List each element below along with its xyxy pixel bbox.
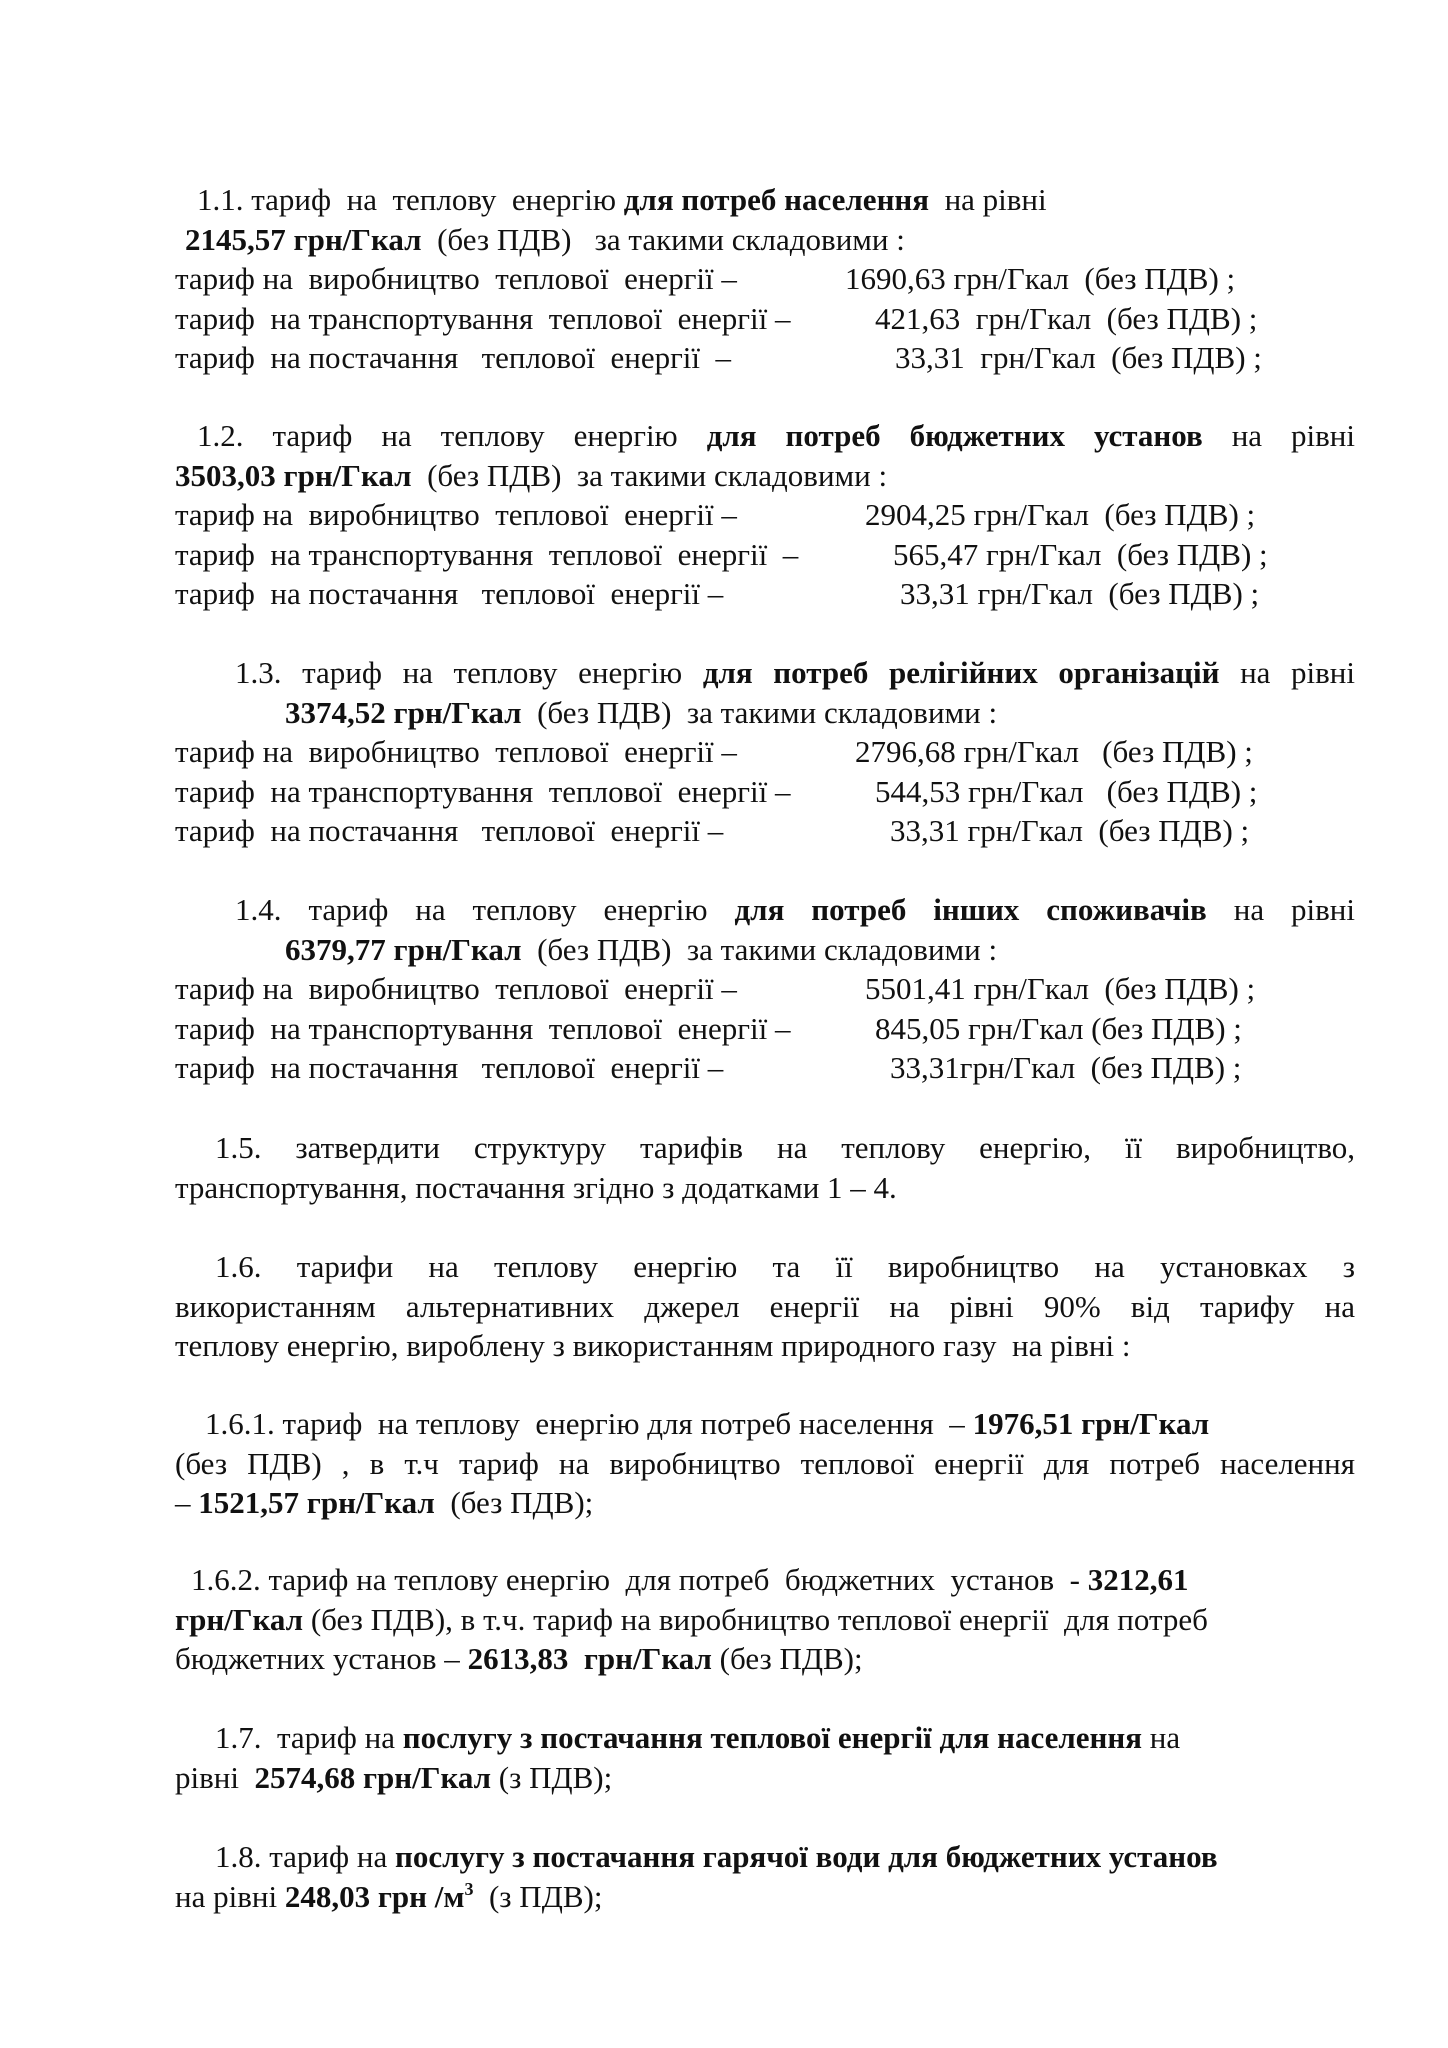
paragraph-text: (з ПДВ); — [473, 1878, 603, 1914]
paragraph-line — [175, 1483, 1355, 1523]
tariff-unit: грн/Гкал — [175, 1601, 304, 1637]
consumer-category: для потреб населення — [623, 182, 930, 217]
paragraph-line — [175, 1718, 1355, 1758]
section-number: 1.2. — [197, 418, 244, 453]
paragraph-text: 1.7. тариф на — [215, 1720, 403, 1755]
component-label: тариф на транспортування теплової енергії – — [175, 300, 791, 336]
component-row — [175, 495, 1355, 535]
component-row — [175, 259, 1355, 299]
section-heading — [175, 653, 1355, 693]
consumer-category: для потреб інших споживачів — [734, 892, 1207, 927]
paragraph-1-6-1 — [175, 1404, 1355, 1523]
tariff-value: 3212,61 — [1087, 1562, 1189, 1597]
paragraph-text: 1.8. тариф на — [215, 1839, 395, 1874]
component-value: 33,31грн/Гкал (без ПДВ) ; — [890, 1050, 1242, 1085]
component-row — [175, 574, 1355, 614]
component-row — [175, 969, 1355, 1009]
paragraph-text: на — [1142, 1720, 1181, 1755]
component-value: 2904,25 грн/Гкал (без ПДВ) ; — [865, 497, 1256, 532]
heading-text: тариф на теплову енергію — [243, 182, 624, 217]
component-label: тариф на постачання теплової енергії – — [175, 576, 724, 611]
paragraph-1-6-2 — [175, 1560, 1355, 1679]
tariff-value: 1976,51 грн/Гкал — [972, 1406, 1210, 1441]
service-name: послугу з постачання теплової енергії для населення — [402, 1720, 1143, 1755]
paragraph-line: використанням альтернативних джерел енергії на рівні 90% від тарифу на — [175, 1288, 1355, 1324]
component-label: тариф на виробництво теплової енергії – — [175, 734, 737, 769]
component-label: тариф на транспортування теплової енергії – — [175, 1010, 791, 1046]
paragraph-text: рівні — [175, 1759, 255, 1795]
heading-text: тариф на теплову енергію — [281, 655, 703, 690]
component-label: тариф на виробництво теплової енергії – — [175, 497, 737, 532]
heading-text: на рівні — [1206, 892, 1355, 927]
total-suffix: (без ПДВ) за такими складовими : — [521, 694, 998, 730]
paragraph-text: бюджетних установ – — [175, 1641, 468, 1676]
heading-text: на рівні — [1219, 655, 1355, 690]
component-row — [175, 338, 1355, 378]
paragraph-text: (без ПДВ); — [711, 1641, 863, 1676]
paragraph-line — [175, 1404, 1355, 1444]
component-value: 33,31 грн/Гкал (без ПДВ) ; — [900, 576, 1260, 611]
section-heading — [175, 180, 1355, 220]
heading-text: на рівні — [929, 182, 1047, 217]
section-heading — [175, 890, 1355, 930]
consumer-category: для потреб релігійних організацій — [702, 655, 1220, 690]
paragraph-line: теплову енергію, вироблену з використанням природного газу на рівні : — [175, 1328, 1131, 1363]
paragraph-text: (без ПДВ), в т.ч. тариф на виробництво теплової енергії для потреб — [303, 1601, 1208, 1637]
paragraph-line: транспортування, постачання згідно з додатками 1 – 4. — [175, 1169, 897, 1205]
component-label: тариф на постачання теплової енергії – — [175, 813, 724, 848]
total-tariff: 3374,52 грн/Гкал — [285, 694, 522, 730]
paragraph-text: – — [175, 1485, 199, 1520]
paragraph-text: (без ПДВ); — [434, 1485, 594, 1520]
paragraph-1-8 — [175, 1837, 1355, 1916]
tariff-value: 2613,83 грн/Гкал — [467, 1641, 712, 1676]
component-value: 2796,68 грн/Гкал (без ПДВ) ; — [855, 734, 1253, 769]
section-total — [175, 456, 1355, 496]
component-value: 421,63 грн/Гкал (без ПДВ) ; — [875, 300, 1258, 336]
component-label: тариф на транспортування теплової енергії – — [175, 536, 799, 572]
section-total — [175, 220, 1355, 260]
section-total — [175, 693, 1355, 733]
paragraph-text: (з ПДВ); — [491, 1759, 613, 1795]
component-label: тариф на виробництво теплової енергії – — [175, 971, 737, 1006]
component-row — [175, 1048, 1355, 1088]
section-total — [175, 930, 1355, 970]
paragraph-line — [175, 1639, 1355, 1679]
component-value: 33,31 грн/Гкал (без ПДВ) ; — [890, 813, 1250, 848]
paragraph-line — [175, 1837, 1355, 1877]
tariff-value: 2574,68 грн/Гкал — [254, 1759, 492, 1795]
section-1-1 — [175, 180, 1355, 378]
component-label: тариф на транспортування теплової енергії – — [175, 773, 791, 809]
component-value: 5501,41 грн/Гкал (без ПДВ) ; — [865, 971, 1256, 1006]
paragraph-text: 1.6.1. тариф на теплову енергію для потреб населення – — [205, 1406, 973, 1441]
component-row — [175, 772, 1355, 812]
total-tariff: 2145,57 грн/Гкал — [185, 221, 422, 257]
paragraph-line — [175, 1758, 1355, 1798]
paragraph-line: 1.5. затвердити структуру тарифів на теплову енергію, її виробництво, — [215, 1130, 1355, 1165]
component-value: 845,05 грн/Гкал (без ПДВ) ; — [875, 1010, 1242, 1046]
section-heading — [175, 416, 1355, 456]
service-name: послугу з постачання гарячої води для бюджетних установ — [394, 1839, 1218, 1874]
paragraph-1-6 — [175, 1247, 1355, 1366]
heading-text: тариф на теплову енергію — [281, 892, 735, 927]
paragraph-line — [175, 1600, 1355, 1640]
paragraph-1-5 — [175, 1128, 1355, 1207]
section-number: 1.4. — [235, 892, 282, 927]
tariff-amount: 248,03 грн /м — [284, 1878, 465, 1914]
tariff-value — [285, 1879, 474, 1914]
consumer-category: для потреб бюджетних установ — [706, 418, 1203, 453]
section-1-3 — [175, 653, 1355, 851]
paragraph-line — [175, 1877, 1355, 1917]
component-value: 565,47 грн/Гкал (без ПДВ) ; — [893, 536, 1268, 572]
component-row — [175, 732, 1355, 772]
component-row — [175, 535, 1355, 575]
component-row — [175, 299, 1355, 339]
total-suffix: (без ПДВ) за такими складовими : — [411, 457, 888, 493]
paragraph-line — [175, 1560, 1355, 1600]
component-row — [175, 1009, 1355, 1049]
section-1-2 — [175, 416, 1355, 614]
paragraph-line: (без ПДВ) , в т.ч тариф на виробництво теплової енергії для потреб населення — [175, 1445, 1355, 1481]
component-label: тариф на постачання теплової енергії – — [175, 340, 732, 375]
component-label: тариф на виробництво теплової енергії – — [175, 261, 737, 296]
heading-text: на рівні — [1202, 418, 1355, 453]
paragraph-text: 1.6.2. тариф на теплову енергію для потреб бюджетних установ - — [191, 1562, 1088, 1597]
component-row — [175, 811, 1355, 851]
unit-exponent: 3 — [464, 1878, 474, 1899]
component-label: тариф на постачання теплової енергії – — [175, 1050, 724, 1085]
total-tariff: 3503,03 грн/Гкал — [175, 457, 412, 493]
section-number: 1.1. — [197, 182, 244, 217]
total-suffix: (без ПДВ) за такими складовими : — [521, 931, 998, 967]
section-1-4 — [175, 890, 1355, 1088]
component-value: 544,53 грн/Гкал (без ПДВ) ; — [875, 773, 1258, 809]
paragraph-1-7 — [175, 1718, 1355, 1797]
paragraph-line: 1.6. тарифи на теплову енергію та її виробництво на установках з — [215, 1249, 1355, 1284]
total-suffix: (без ПДВ) за такими складовими : — [421, 221, 905, 257]
heading-text: тариф на теплову енергію — [243, 418, 707, 453]
total-tariff: 6379,77 грн/Гкал — [285, 931, 522, 967]
section-number: 1.3. — [235, 655, 282, 690]
component-value: 1690,63 грн/Гкал (без ПДВ) ; — [845, 261, 1236, 296]
paragraph-text: на рівні — [175, 1878, 285, 1914]
tariff-value: 1521,57 грн/Гкал — [198, 1485, 435, 1520]
component-value: 33,31 грн/Гкал (без ПДВ) ; — [895, 340, 1262, 375]
